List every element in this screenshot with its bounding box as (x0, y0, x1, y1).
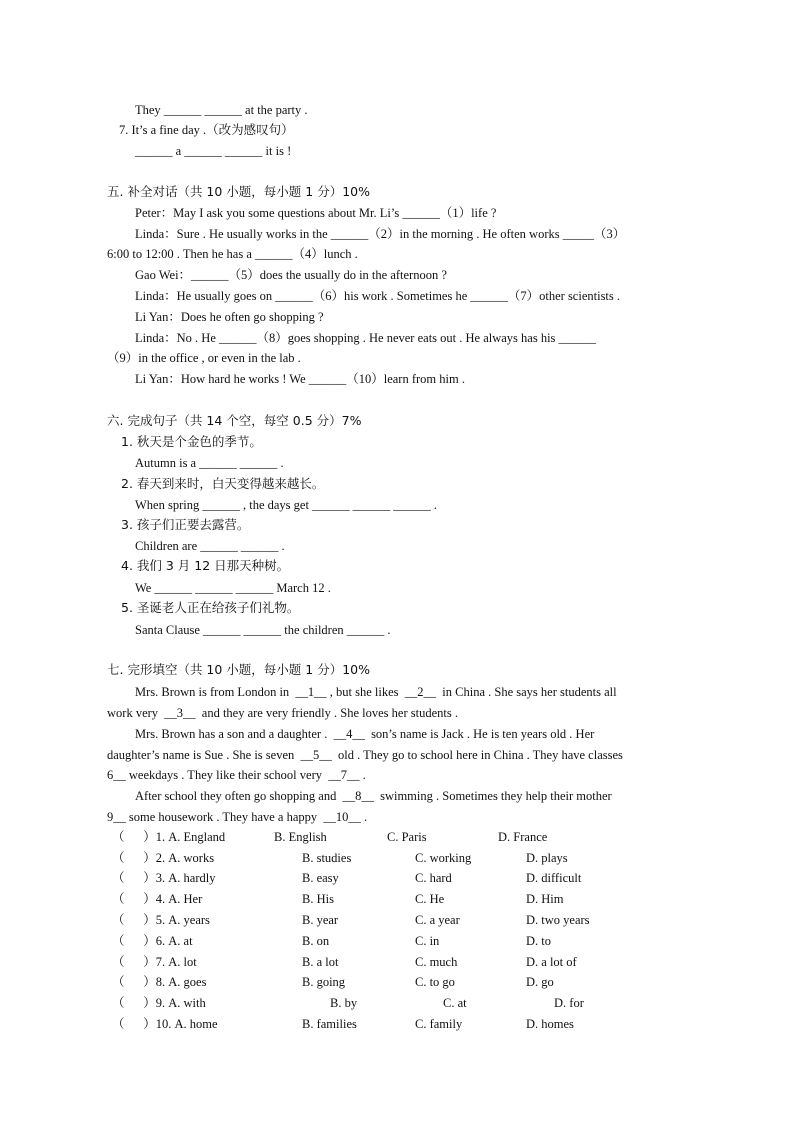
sentence-english: Santa Clause ______ ______ the children ______ . (135, 623, 391, 637)
option-c: C. family (415, 1017, 463, 1031)
option-d: D. plays (526, 851, 568, 865)
question-number: （ ）9. A. with (112, 996, 206, 1010)
passage-line: Mrs. Brown is from London in __1__ , but she likes __2__ in China . She says her students all (135, 685, 617, 699)
sentence-chinese: 4. 我们 3 月 12 日那天种树。 (121, 558, 290, 573)
question-number: （ ）7. A. lot (112, 955, 197, 969)
option-b: B. easy (302, 871, 339, 885)
dialog-line: Linda：Sure . He usually works in the ______（2）in the morning . He often works _____（3） (135, 227, 626, 241)
dialog-line: Linda：No . He ______（8）goes shopping . He never eats out . He always has his ______ (135, 331, 597, 345)
section7-heading: 七. 完形填空（共 10 小题，每小题 1 分）10% (107, 662, 370, 677)
passage-line: Mrs. Brown has a son and a daughter . __4__ son’s name is Jack . He is ten years old . Her (135, 727, 595, 741)
option-b: B. by (330, 996, 358, 1010)
option-d: D. France (498, 830, 548, 844)
dialog-line: Peter：May I ask you some questions about Mr. Li’s ______（1）life ? (135, 206, 497, 220)
sentence-chinese: 3. 孩子们正要去露营。 (121, 517, 250, 532)
option-b: B. English (274, 830, 327, 844)
option-c: C. much (415, 955, 458, 969)
option-d: D. to (526, 934, 551, 948)
option-c: C. He (415, 892, 445, 906)
question-number: （ ）10. A. home (112, 1017, 218, 1031)
passage-line: daughter’s name is Sue . She is seven __5__ old . They go to school here in China . They have classes (107, 748, 623, 762)
sentence-english: When spring ______ , the days get ______ ______ ______ . (135, 498, 438, 512)
option-b: B. families (302, 1017, 357, 1031)
option-d: D. homes (526, 1017, 574, 1031)
q6-answer-line: They ______ ______ at the party . (135, 103, 308, 117)
question-number: （ ）8. A. goes (112, 975, 207, 989)
option-d: D. two years (526, 913, 590, 927)
sentence-chinese: 5. 圣诞老人正在给孩子们礼物。 (121, 600, 300, 615)
dialog-line: Gao Wei：______（5）does the usually do in the afternoon ? (135, 268, 447, 282)
passage-line: After school they often go shopping and __8__ swimming . Sometimes they help their mother (135, 789, 612, 803)
passage-line: 9__ some housework . They have a happy __10__ . (107, 810, 368, 824)
question-number: （ ）3. A. hardly (112, 871, 216, 885)
option-b: B. His (302, 892, 334, 906)
sentence-english: Children are ______ ______ . (135, 539, 285, 553)
option-d: D. a lot of (526, 955, 577, 969)
option-b: B. going (302, 975, 346, 989)
question-number: （ ）2. A. works (112, 851, 215, 865)
option-d: D. Him (526, 892, 564, 906)
option-d: D. difficult (526, 871, 582, 885)
dialog-line: Li Yan：How hard he works ! We ______（10）learn from him . (135, 372, 465, 386)
passage-line: 6__ weekdays . They like their school very __7__ . (107, 768, 366, 782)
option-b: B. studies (302, 851, 352, 865)
option-d: D. for (554, 996, 584, 1010)
dialog-line: 6:00 to 12:00 . Then he has a ______（4）lunch . (107, 247, 358, 261)
option-c: C. to go (415, 975, 455, 989)
question-number: （ ）4. A. Her (112, 892, 203, 906)
option-c: C. at (443, 996, 467, 1010)
question-number: （ ）6. A. at (112, 934, 193, 948)
option-c: C. working (415, 851, 472, 865)
passage-line: work very __3__ and they are very friendly . She loves her students . (107, 706, 458, 720)
sentence-english: We ______ ______ ______ March 12 . (135, 581, 331, 595)
section5-heading: 五. 补全对话（共 10 小题，每小题 1 分）10% (107, 184, 370, 199)
option-c: C. hard (415, 871, 452, 885)
dialog-line: （9）in the office , or even in the lab . (107, 351, 301, 365)
sentence-chinese: 2. 春天到来时，白天变得越来越长。 (121, 476, 325, 491)
q7-prompt: 7. It’s a fine day .（改为感叹句） (119, 123, 294, 137)
option-c: C. Paris (387, 830, 427, 844)
dialog-line: Li Yan：Does he often go shopping ? (135, 310, 324, 324)
option-c: C. a year (415, 913, 460, 927)
section6-heading: 六. 完成句子（共 14 个空，每空 0.5 分）7% (107, 413, 362, 428)
question-number: （ ）1. A. England (112, 830, 226, 844)
option-b: B. a lot (302, 955, 339, 969)
dialog-line: Linda：He usually goes on ______（6）his work . Sometimes he ______（7）other scientists . (135, 289, 621, 303)
option-b: B. on (302, 934, 330, 948)
option-c: C. in (415, 934, 440, 948)
question-number: （ ）5. A. years (112, 913, 210, 927)
option-b: B. year (302, 913, 339, 927)
sentence-english: Autumn is a ______ ______ . (135, 456, 284, 470)
q7-answer-line: ______ a ______ ______ it is ! (135, 144, 292, 158)
sentence-chinese: 1. 秋天是个金色的季节。 (121, 434, 262, 449)
option-d: D. go (526, 975, 554, 989)
